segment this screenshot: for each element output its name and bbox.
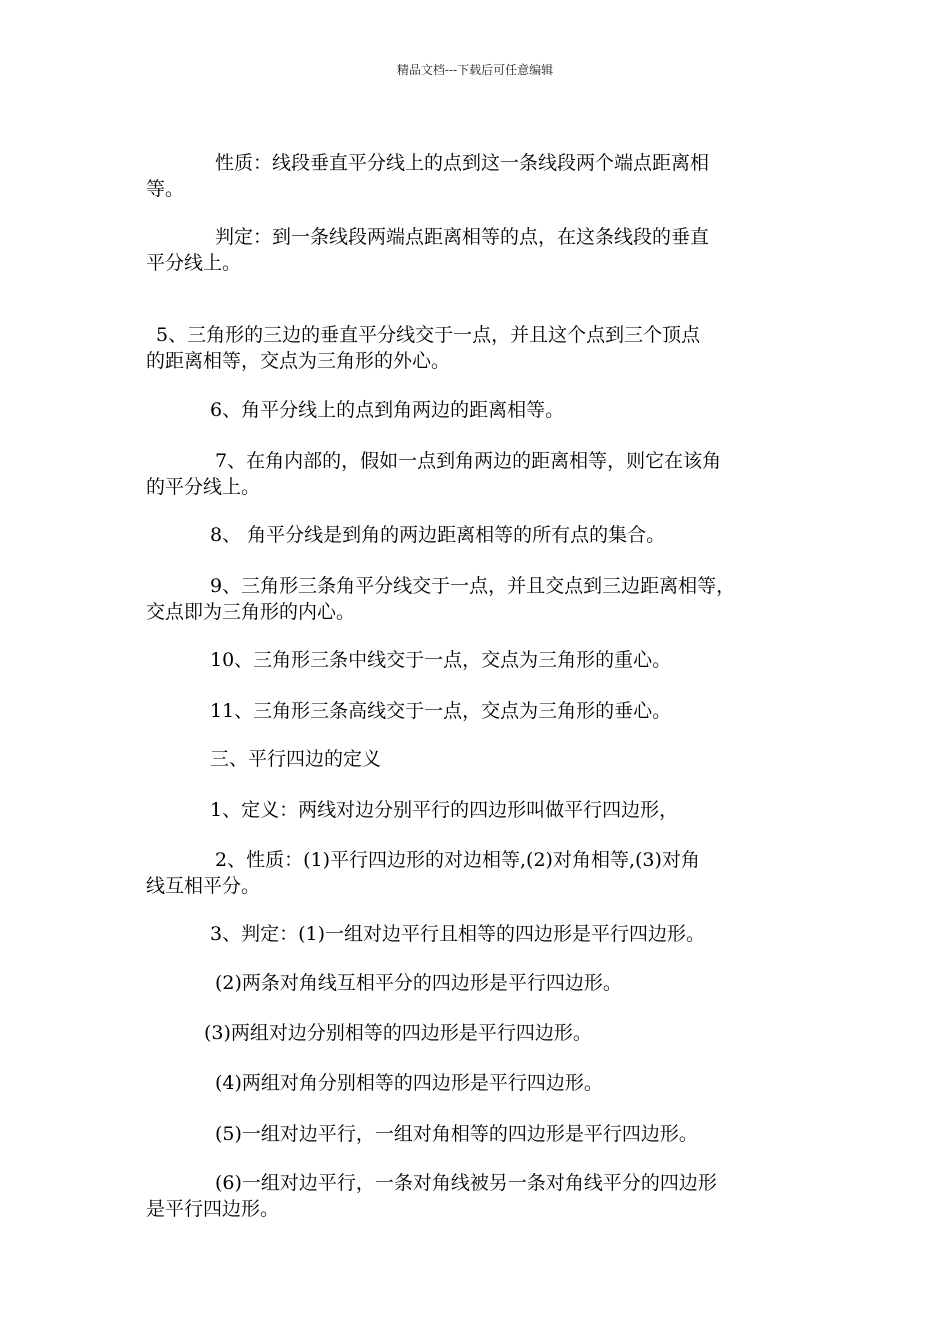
section-heading — [146, 746, 826, 772]
paragraph-line: 交点即为三角形的内心。 — [146, 601, 356, 623]
paragraph-criteria-2 — [146, 970, 826, 996]
paragraph-criteria-5 — [146, 1121, 826, 1147]
page-header: 精品文档---下载后可任意编辑 — [396, 63, 554, 77]
paragraph-line: 判定：到一条线段两端点距离相等的点，在这条线段的垂直 — [215, 226, 710, 248]
paragraph-property — [146, 150, 826, 202]
paragraph-item-10 — [146, 647, 826, 673]
paragraph-line: (3)两组对边分别相等的四边形是平行四边形。 — [204, 1022, 592, 1044]
paragraph-line: (2)两条对角线互相平分的四边形是平行四边形。 — [215, 972, 622, 994]
paragraph-judgement — [146, 224, 826, 276]
paragraph-line: 8、 角平分线是到角的两边距离相等的所有点的集合。 — [210, 524, 666, 546]
paragraph-line: 1、定义：两线对边分别平行的四边形叫做平行四边形， — [210, 799, 679, 821]
paragraph-line: 的距离相等，交点为三角形的外心。 — [146, 350, 451, 372]
paragraph-definition — [146, 797, 826, 823]
paragraph-line: 5、三角形的三边的垂直平分线交于一点，并且这个点到三个顶点 — [156, 324, 701, 346]
paragraph-item-11 — [146, 698, 826, 724]
paragraph-line: 3、判定：(1)一组对边平行且相等的四边形是平行四边形。 — [210, 923, 706, 945]
paragraph-properties — [146, 847, 826, 899]
paragraph-criteria-6 — [146, 1170, 826, 1222]
paragraph-item-9 — [146, 573, 826, 625]
paragraph-line: 性质：线段垂直平分线上的点到这一条线段两个端点距离相 — [215, 152, 710, 174]
paragraph-line: 2、性质：(1)平行四边形的对边相等,(2)对角相等,(3)对角 — [215, 849, 700, 871]
paragraph-item-7 — [146, 448, 826, 500]
paragraph-item-8 — [146, 522, 826, 548]
paragraph-line: 6、角平分线上的点到角两边的距离相等。 — [210, 399, 565, 421]
paragraph-line: 平分线上。 — [146, 252, 242, 274]
paragraph-line: 7、在角内部的，假如一点到角两边的距离相等，则它在该角 — [215, 450, 722, 472]
paragraph-line: 11、三角形三条高线交于一点，交点为三角形的垂心。 — [210, 700, 672, 722]
paragraph-line: 的平分线上。 — [146, 476, 261, 498]
paragraph-line: (4)两组对角分别相等的四边形是平行四边形。 — [215, 1072, 603, 1094]
paragraph-line: 是平行四边形。 — [146, 1198, 280, 1220]
paragraph-line: 线互相平分。 — [146, 875, 261, 897]
paragraph-item-5 — [146, 322, 826, 374]
paragraph-line: 10、三角形三条中线交于一点，交点为三角形的重心。 — [210, 649, 672, 671]
paragraph-criteria-1 — [146, 921, 826, 947]
paragraph-line: (6)一组对边平行，一条对角线被另一条对角线平分的四边形 — [215, 1172, 717, 1194]
paragraph-criteria-3 — [146, 1020, 826, 1046]
paragraph-criteria-4 — [146, 1070, 826, 1096]
paragraph-line: 9、三角形三条角平分线交于一点，并且交点到三边距离相等， — [210, 575, 736, 597]
paragraph-item-6 — [146, 397, 826, 423]
section-heading-text: 三、平行四边的定义 — [210, 748, 382, 770]
paragraph-line: (5)一组对边平行，一组对角相等的四边形是平行四边形。 — [215, 1123, 698, 1145]
paragraph-line: 等。 — [146, 178, 185, 200]
